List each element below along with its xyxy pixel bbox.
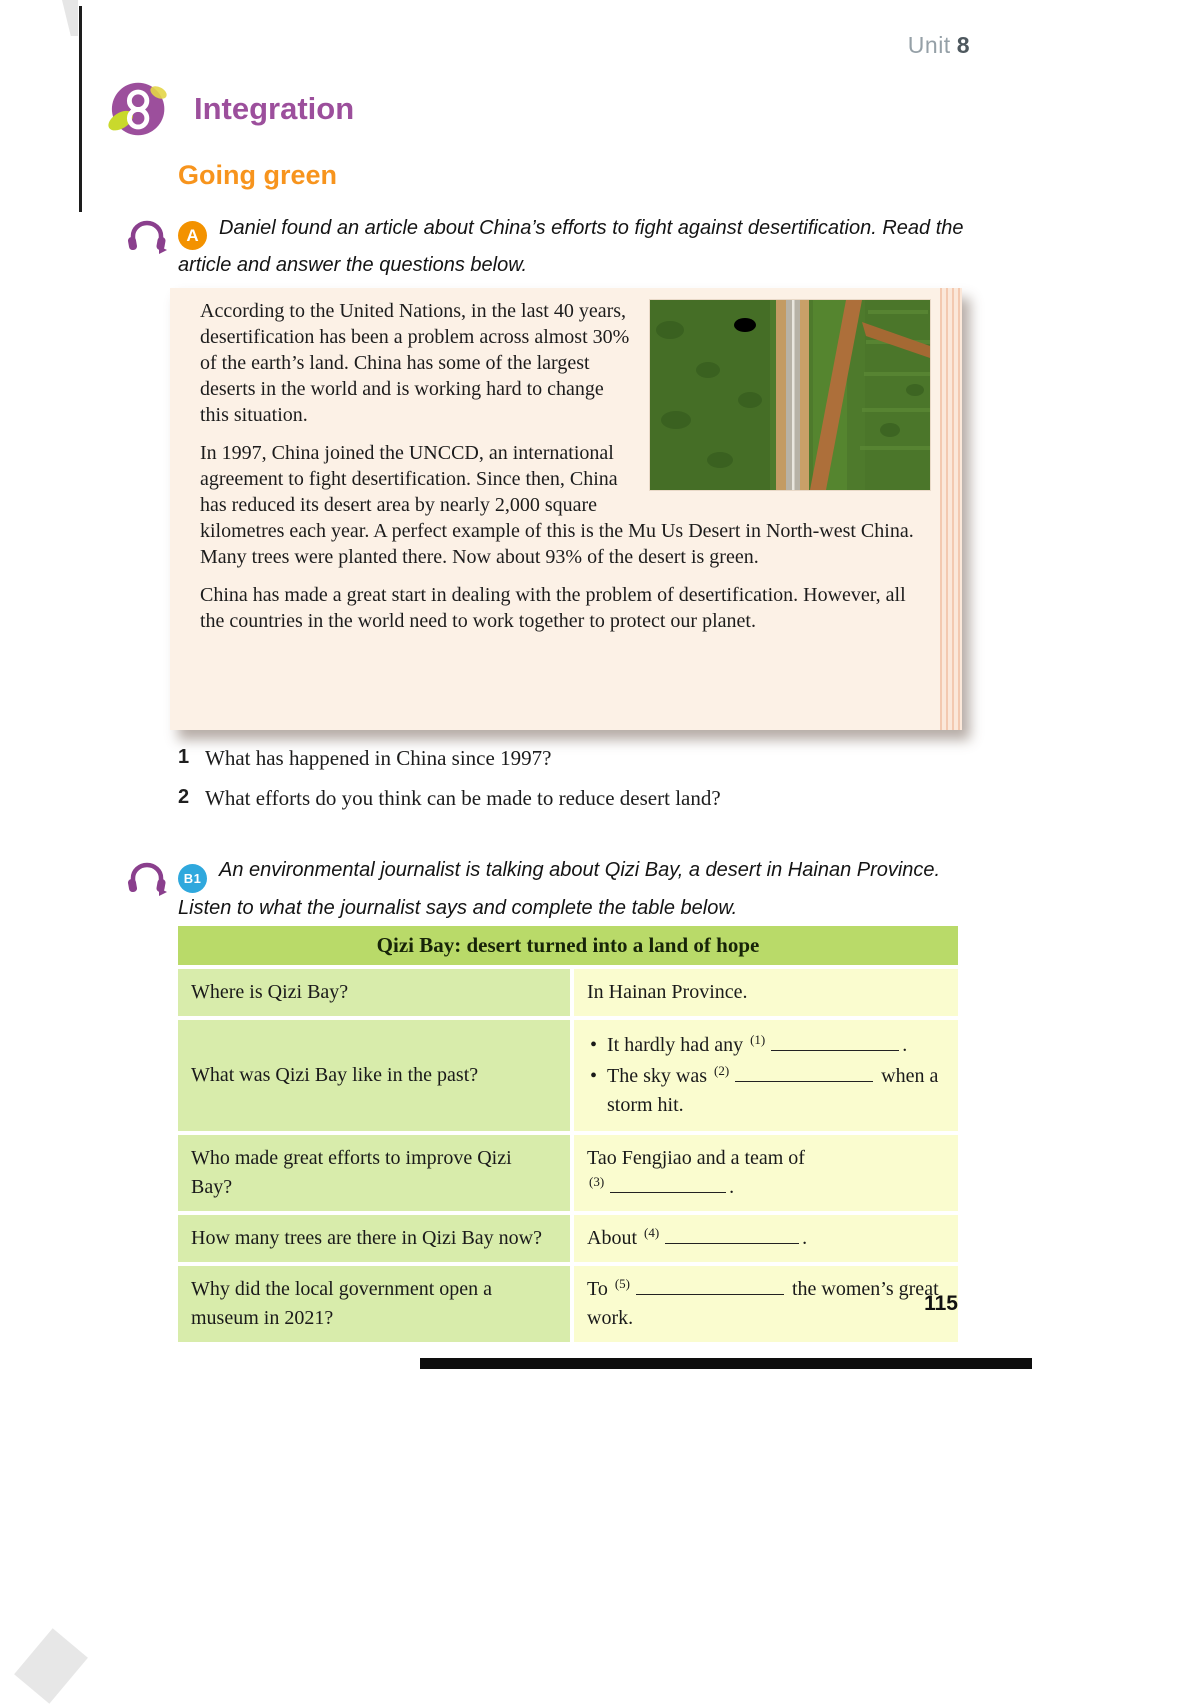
page-curl-shade [62, 0, 78, 36]
blank-number-5: (5) [614, 1276, 630, 1291]
activity-a-badge: A [178, 221, 207, 250]
activity-a-instruction-text: Daniel found an article about China’s efforts to fight against desertification. Read the article and answer the questions below. [178, 217, 964, 276]
question-1 [178, 746, 998, 771]
table-row3-answer: Tao Fengjiao and a team of $^{(3)}$ . [574, 1135, 958, 1211]
table-row5-answer: To $^{(5)}$ the women’s great work. [574, 1266, 958, 1342]
table-row4-answer: About $^{(4)}$ . [574, 1215, 958, 1262]
page-number: 115 [924, 1292, 958, 1315]
headphones-icon [126, 860, 168, 896]
blank-number-2: (2) [713, 1063, 730, 1078]
article-box [170, 288, 962, 730]
table-row2-question: What was Qizi Bay like in the past? [178, 1020, 570, 1131]
aerial-road-photo [650, 300, 930, 490]
headphones-icon [126, 218, 168, 254]
corner-scan-artifact [14, 1628, 88, 1704]
table-row5-question: Why did the local government open a museum in 2021? [178, 1266, 570, 1342]
table-row2-answer [574, 1020, 958, 1131]
question-2-number: 2 [178, 786, 190, 808]
fill-in-blank-2[interactable] [735, 1067, 873, 1082]
blank-number-3: (3) [589, 1174, 605, 1189]
table-row4-question: How many trees are there in Qizi Bay now? [178, 1215, 570, 1262]
section-header [108, 76, 354, 142]
answer-bullet-1: • It hardly had any $^{(1)}$ . [587, 1031, 945, 1060]
bottom-rule [420, 1358, 1032, 1369]
activity-b-instruction-text: An environmental journalist is talking about Qizi Bay, a desert in Hainan Province. Listen to what the journalist says and complete the table below. [178, 859, 941, 919]
activity-b-badge: B1 [178, 864, 207, 893]
article-paragraph-1: According to the United Nations, in the last 40 years, desertification has been a problem across almost 30% of the earth’s land. China has some of the largest deserts in the world and is working hard to change this situation. [200, 300, 630, 426]
table-row1-question: Where is Qizi Bay? [178, 969, 570, 1016]
activity-a-instruction [178, 213, 992, 281]
integration-logo-icon [108, 76, 176, 142]
question-2-text: What efforts do you think can be made to reduce desert land? [205, 786, 721, 810]
article-paragraph-3: China has made a great start in dealing with the problem of desertification. However, all the countries in the world need to work together to protect our planet. [200, 584, 906, 632]
unit-number: 8 [956, 32, 970, 58]
article-paragraph-2: In 1997, China joined the UNCCD, an international agreement to fight desertification. Since then, China has reduced its desert area by nearly 2,000 square kilometres each year. A perfect example of this is the Mu Us Desert in North-west China. Many trees were planted there. Now about 93% of the desert is green. [200, 442, 914, 568]
question-2 [178, 786, 998, 811]
question-1-number: 1 [178, 746, 190, 768]
qizi-bay-table [178, 926, 958, 1342]
table-title: Qizi Bay: desert turned into a land of hope [178, 926, 958, 965]
table-row3-question: Who made great efforts to improve Qizi Bay? [178, 1135, 570, 1211]
fill-in-blank-3[interactable] [610, 1178, 726, 1193]
unit-label: Unit [907, 32, 951, 58]
activity-b-instruction [178, 855, 992, 924]
fill-in-blank-5[interactable] [636, 1280, 784, 1295]
answer-bullet-2: • The sky was $^{(2)}$ when a storm hit. [587, 1062, 945, 1120]
section-title: Integration [194, 91, 355, 126]
blank-number-1: (1) [750, 1032, 766, 1047]
page-stack-stripes [940, 288, 962, 730]
page-spine-line [79, 6, 82, 212]
table-row1-answer: In Hainan Province. [574, 969, 958, 1016]
question-1-text: What has happened in China since 1997? [205, 746, 552, 770]
topic-title: Going green [178, 160, 338, 190]
fill-in-blank-1[interactable] [771, 1036, 899, 1051]
unit-tag [880, 32, 970, 59]
fill-in-blank-4[interactable] [665, 1229, 799, 1244]
blank-number-4: (4) [644, 1225, 660, 1240]
